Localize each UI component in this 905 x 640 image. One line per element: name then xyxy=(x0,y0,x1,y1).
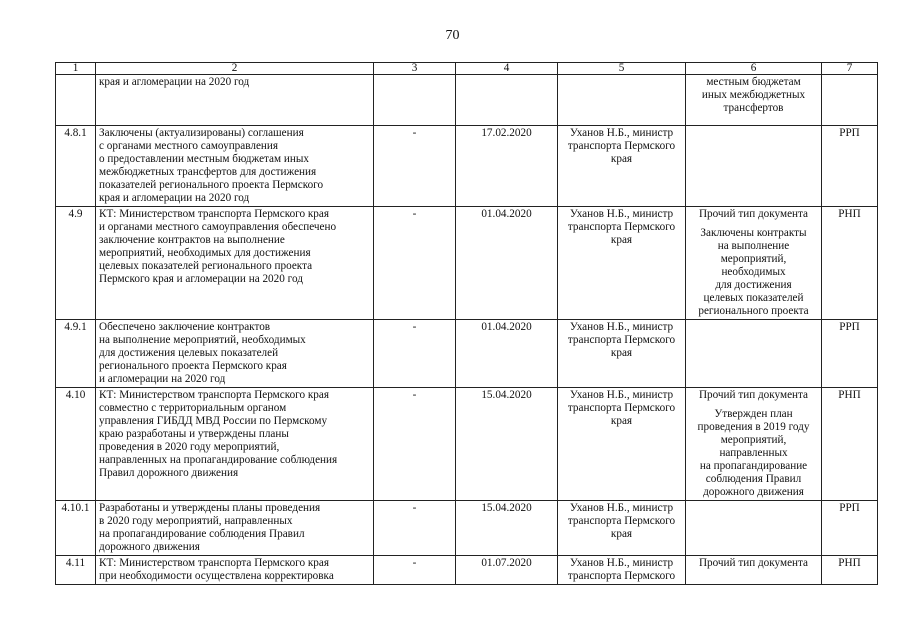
milestone-text-line: Разработаны и утверждены планы проведения xyxy=(99,502,321,514)
table-row xyxy=(56,388,878,501)
row-number: 4.9 xyxy=(56,207,96,320)
responsible-line: края xyxy=(610,153,633,165)
table-row xyxy=(56,320,878,388)
row-number: 4.10.1 xyxy=(56,501,96,556)
document-line: для достижения xyxy=(715,279,792,291)
document-line: трансфертов xyxy=(723,102,784,114)
document-line: направленных xyxy=(719,447,788,459)
document-cell xyxy=(686,126,822,207)
document-cell xyxy=(686,207,822,320)
milestone-text-line: Правил дорожного движения xyxy=(99,467,239,479)
column-header: 4 xyxy=(456,63,558,75)
level-cell xyxy=(822,75,878,126)
milestone-text-line: КТ: Министерством транспорта Пермского края xyxy=(99,557,330,569)
milestone-text-line: управления ГИБДД МВД России по Пермскому xyxy=(99,415,328,427)
table-row xyxy=(56,207,878,320)
document-cell xyxy=(686,501,822,556)
row-number: 4.11 xyxy=(56,556,96,585)
milestone-text-line: Заключены (актуализированы) соглашения xyxy=(99,127,304,139)
responsible-line: Уханов Н.Б., министр xyxy=(569,208,674,220)
milestone-text-line: краю разработаны и утверждены планы xyxy=(99,428,289,440)
responsible-line: края xyxy=(610,415,633,427)
milestone-text xyxy=(96,207,374,320)
column-header: 7 xyxy=(822,63,878,75)
milestone-text-line: совместно с территориальным органом xyxy=(99,402,287,414)
column-header: 3 xyxy=(374,63,456,75)
column-header: 6 xyxy=(686,63,822,75)
responsible-line: транспорта Пермского xyxy=(567,515,676,527)
date-cell: 01.04.2020 xyxy=(456,207,558,320)
document-line: мероприятий, xyxy=(720,434,787,446)
milestone-text-line: о предоставлении местным бюджетам иных xyxy=(99,153,309,165)
document-type: Прочий тип документа xyxy=(698,557,809,569)
milestone-text-line: в 2020 году мероприятий, направленных xyxy=(99,515,293,527)
responsible-line: Уханов Н.Б., министр xyxy=(569,389,674,401)
document-line: иных межбюджетных xyxy=(701,89,806,101)
level-cell: РНП xyxy=(822,388,878,501)
column-3-cell: - xyxy=(374,501,456,556)
milestone-text-line: КТ: Министерством транспорта Пермского края xyxy=(99,389,330,401)
table-row xyxy=(56,126,878,207)
document-cell xyxy=(686,388,822,501)
milestone-text xyxy=(96,501,374,556)
date-cell: 17.02.2020 xyxy=(456,126,558,207)
responsible-line: Уханов Н.Б., министр xyxy=(569,557,674,569)
milestone-text-line: и органами местного самоуправления обеспечено xyxy=(99,221,337,233)
document-line: на пропагандирование xyxy=(699,460,808,472)
milestone-text-line: целевых показателей регионального проекта xyxy=(99,260,313,272)
date-cell: 15.04.2020 xyxy=(456,501,558,556)
milestone-text-line: на пропагандирование соблюдения Правил xyxy=(99,528,305,540)
milestone-text-line: Пермского края и агломерации на 2020 год xyxy=(99,273,303,285)
plan-table xyxy=(55,62,878,585)
date-cell: 01.04.2020 xyxy=(456,320,558,388)
column-3-cell: - xyxy=(374,556,456,585)
milestone-text xyxy=(96,126,374,207)
level-cell: РРП xyxy=(822,501,878,556)
responsible-line: Уханов Н.Б., министр xyxy=(569,321,674,333)
milestone-text-line: КТ: Министерством транспорта Пермского края xyxy=(99,208,330,220)
milestone-text-line: заключение контрактов на выполнение xyxy=(99,234,285,246)
document-line: проведения в 2019 году xyxy=(697,421,810,433)
row-number xyxy=(56,75,96,126)
document-line: дорожного движения xyxy=(703,486,804,498)
milestone-text-line: показателей регионального проекта Пермского xyxy=(99,179,324,191)
document-cell xyxy=(686,75,822,126)
milestone-text-line: Обеспечено заключение контрактов xyxy=(99,321,271,333)
column-header: 1 xyxy=(56,63,96,75)
date-cell: 15.04.2020 xyxy=(456,388,558,501)
column-3-cell: - xyxy=(374,388,456,501)
milestone-text-line: и агломерации на 2020 год xyxy=(99,373,226,385)
document-type: Прочий тип документа xyxy=(698,389,809,401)
document-cell xyxy=(686,320,822,388)
document-line: соблюдения Правил xyxy=(705,473,802,485)
header-row xyxy=(56,63,878,75)
milestone-text xyxy=(96,388,374,501)
column-header: 2 xyxy=(96,63,374,75)
column-header: 5 xyxy=(558,63,686,75)
milestone-text-line: дорожного движения xyxy=(99,541,200,553)
milestone-text-line: на выполнение мероприятий, необходимых xyxy=(99,334,306,346)
milestone-text-line: края и агломерации на 2020 год xyxy=(99,76,250,88)
document-line: регионального проекта xyxy=(698,305,809,317)
responsible-line: транспорта Пермского xyxy=(567,221,676,233)
column-3-cell xyxy=(374,75,456,126)
milestone-text-line: регионального проекта Пермского края xyxy=(99,360,287,372)
level-cell: РНП xyxy=(822,556,878,585)
table-row xyxy=(56,75,878,126)
responsible-line: края xyxy=(610,234,633,246)
row-number: 4.10 xyxy=(56,388,96,501)
document-line: необходимых xyxy=(721,266,786,278)
table-row xyxy=(56,501,878,556)
date-cell: 01.07.2020 xyxy=(456,556,558,585)
level-cell: РНП xyxy=(822,207,878,320)
responsible-cell xyxy=(558,75,686,126)
responsible-line: транспорта Пермского xyxy=(567,402,676,414)
column-3-cell: - xyxy=(374,320,456,388)
row-number: 4.8.1 xyxy=(56,126,96,207)
document-line: местным бюджетам xyxy=(706,76,801,88)
milestone-text-line: для достижения целевых показателей xyxy=(99,347,279,359)
row-number: 4.9.1 xyxy=(56,320,96,388)
milestone-text-line: края и агломерации на 2020 год xyxy=(99,192,250,204)
level-cell: РРП xyxy=(822,126,878,207)
milestone-text-line: направленных на пропагандирование соблюдения xyxy=(99,454,338,466)
milestone-text xyxy=(96,556,374,585)
document-line: Утвержден план xyxy=(714,408,793,420)
document-line: мероприятий, xyxy=(720,253,787,265)
document-line: Заключены контракты xyxy=(700,227,807,239)
responsible-cell xyxy=(558,320,686,388)
milestone-text-line: мероприятий, необходимых для достижения xyxy=(99,247,311,259)
document-type: Прочий тип документа xyxy=(698,208,809,220)
responsible-line: транспорта Пермского xyxy=(567,140,676,152)
page-number: 70 xyxy=(445,28,460,43)
responsible-cell xyxy=(558,501,686,556)
responsible-cell xyxy=(558,126,686,207)
document-line: целевых показателей xyxy=(703,292,804,304)
responsible-line: края xyxy=(610,347,633,359)
milestone-text-line: при необходимости осуществлена корректировка xyxy=(99,570,334,582)
milestone-text-line: межбюджетных трансфертов для достижения xyxy=(99,166,317,178)
milestone-text xyxy=(96,75,374,126)
responsible-cell xyxy=(558,388,686,501)
milestone-text-line: с органами местного самоуправления xyxy=(99,140,279,152)
document-line: на выполнение xyxy=(717,240,790,252)
milestone-text xyxy=(96,320,374,388)
date-cell xyxy=(456,75,558,126)
responsible-cell xyxy=(558,207,686,320)
column-3-cell: - xyxy=(374,126,456,207)
responsible-line: края xyxy=(610,528,633,540)
responsible-cell xyxy=(558,556,686,585)
table-row xyxy=(56,556,878,585)
milestone-text-line: проведения в 2020 году мероприятий, xyxy=(99,441,280,453)
responsible-line: транспорта Пермского xyxy=(567,570,676,582)
column-3-cell: - xyxy=(374,207,456,320)
responsible-line: Уханов Н.Б., министр xyxy=(569,127,674,139)
document-cell xyxy=(686,556,822,585)
responsible-line: транспорта Пермского xyxy=(567,334,676,346)
level-cell: РРП xyxy=(822,320,878,388)
responsible-line: Уханов Н.Б., министр xyxy=(569,502,674,514)
